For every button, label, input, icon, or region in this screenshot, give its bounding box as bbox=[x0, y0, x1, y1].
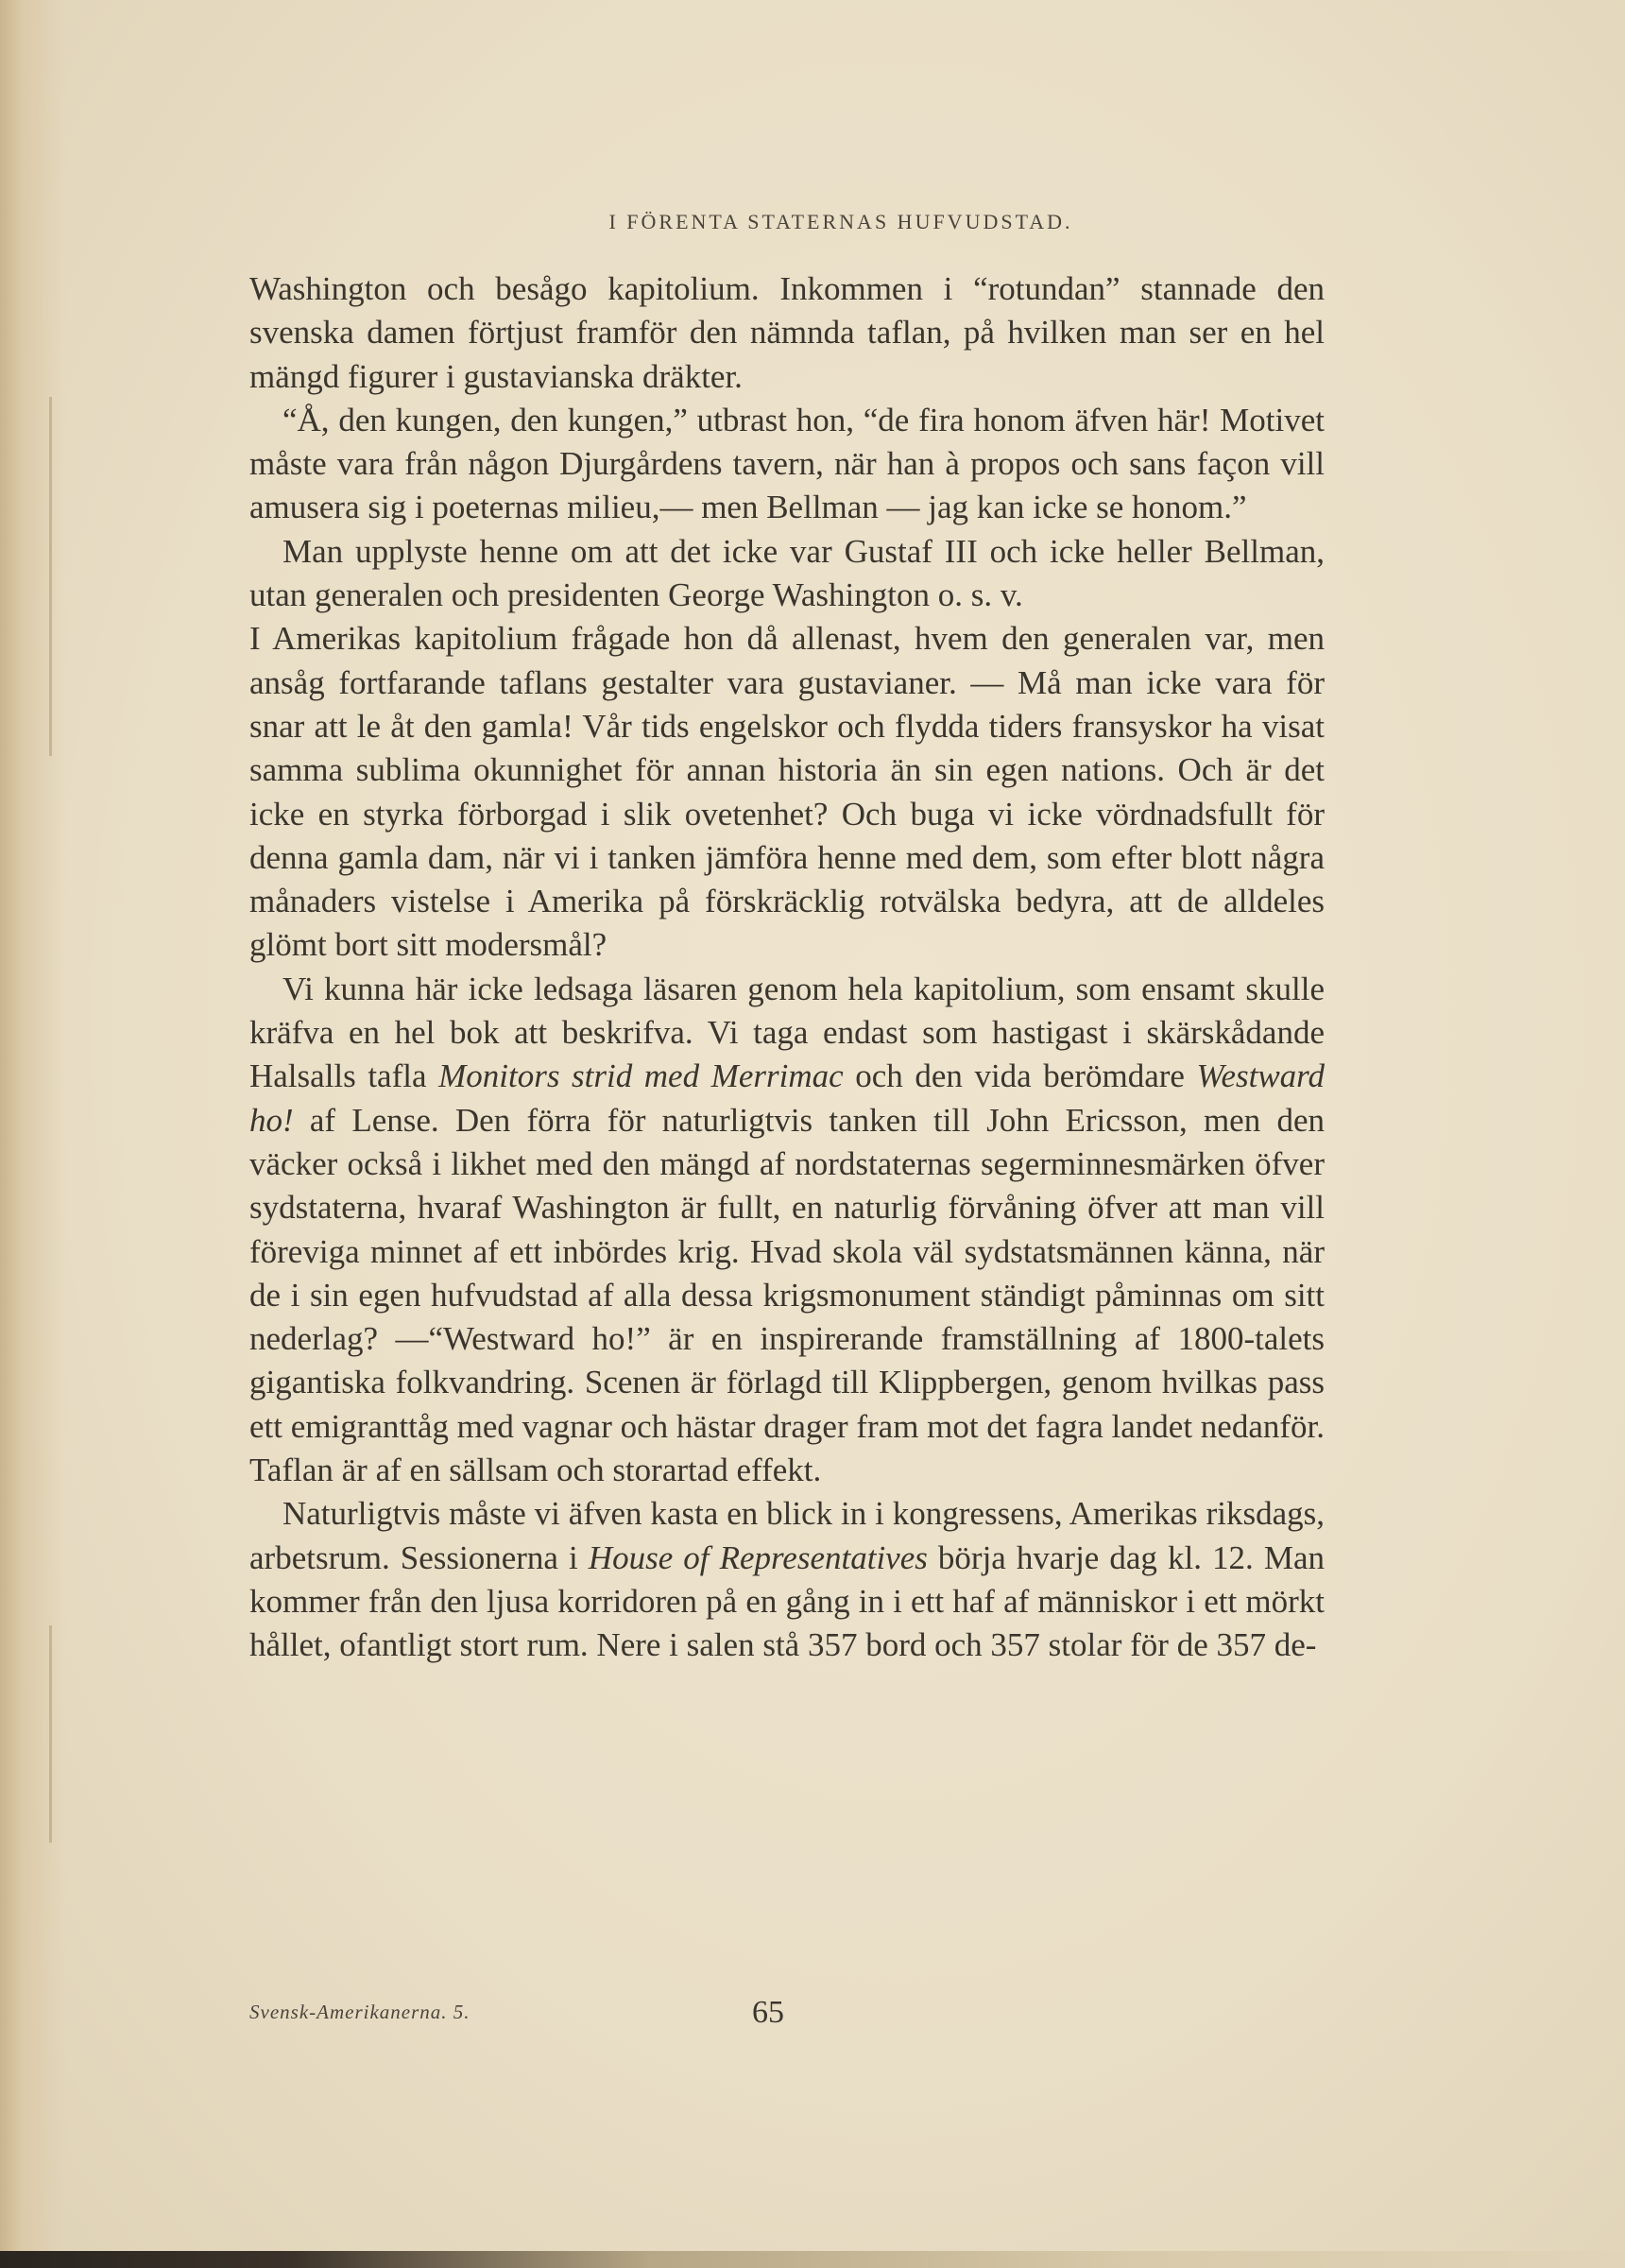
printer-signature: Svensk-Amerikanerna. 5. bbox=[249, 2001, 470, 2023]
page-gutter-shadow bbox=[0, 0, 66, 2268]
italic-title: Monitors strid med Merrimac bbox=[438, 1057, 844, 1095]
text-run: af Lense. Den förra för naturligtvis tanken till John Ericsson, men den väcker också i likhet med den mängd af nordstaternas segerminnesmärken öfver sydstaterna, hvaraf Washington är fullt, en naturlig förvåning öfver att man vill föreviga minnet af ett inbördes krig. Hvad skola väl sydstatsmännen känna, när de i sin egen hufvudstad af alla dessa krigsmonument ständigt påminnas om sitt nederlag? —“Westward ho!” är en inspirerande framställning af 1800-talets gigantiska folkvandring. Scenen är förlagd till Klippbergen, genom hvilkas pass ett emigranttåg med vagnar och hästar drager fram mot det fagra landet nedanför. Taflan är af en sällsam och storartad effekt. bbox=[249, 1101, 1325, 1489]
paragraph bbox=[249, 1492, 1325, 1667]
running-head: I FÖRENTA STATERNAS HUFVUDSTAD. bbox=[608, 210, 1073, 233]
paragraph bbox=[249, 968, 1325, 1493]
text-run: Vi kunna här icke ledsaga läsaren genom hela kapitolium, som ensamt skulle kräfva en hel bok att beskrifva. Vi taga endast som hastigast i skärskådande Halsalls tafla bbox=[249, 970, 1325, 1095]
italic-title: House of Representatives bbox=[588, 1538, 928, 1576]
paragraph: Man upplyste henne om att det icke var Gustaf III och icke heller Bellman, utan generalen och presidenten George Washington o. s. v. bbox=[249, 532, 1325, 614]
gutter-crease bbox=[49, 1625, 52, 1843]
page-bottom-edge bbox=[0, 2251, 1625, 2268]
page-footer bbox=[249, 1995, 1325, 2033]
italic-title: Westward ho! bbox=[249, 1057, 1325, 1139]
text-run: börja hvarje dag kl. 12. Man kommer från den ljusa korridoren på en gång in i ett haf af människor i ett mörkt hållet, ofantligt stort rum. Nere i salen stå 357 bord och 357 stolar för de 357 de- bbox=[249, 1538, 1325, 1664]
paragraph: I Amerikas kapitolium frågade hon då allenast, hvem den generalen var, men ansåg fortfarande taflans gestalter vara gustavianer. — Må man icke vara för snar att le åt den gamla! Vår tids engelskor och flydda tiders fransyskor ha visat samma sublima okunnighet för annan historia än sin egen nations. Och är det icke en styrka förborgad i slik ovetenhet? Och buga vi icke vördnadsfullt för denna gamla dam, när vi i tanken jämföra henne med dem, som efter blott några månaders vistelse i Amerika på förskräcklig rotvälska bedyra, att de alldeles glömt bort sitt modersmål? bbox=[249, 620, 1325, 964]
page-number: 65 bbox=[752, 1995, 784, 2030]
text-run: Naturligtvis måste vi äfven kasta en blick in i kongressens, Amerikas riksdags, arbetsrum. Sessionerna i bbox=[249, 1495, 1325, 1576]
body-text bbox=[249, 267, 1325, 1668]
paragraph: Washington och besågo kapitolium. Inkommen i “rotundan” stannade den svenska damen förtjust framför den nämnda taflan, på hvilken man ser en hel mängd figurer i gustavianska dräkter. bbox=[249, 270, 1325, 395]
paragraph: “Å, den kungen, den kungen,” utbrast hon, “de fira honom äfven här! Motivet måste vara från någon Djurgårdens tavern, när han à propos och sans façon vill amusera sig i poeternas milieu,— men Bellman — jag kan icke se honom.” bbox=[249, 401, 1325, 526]
text-run: och den vida berömdare bbox=[843, 1057, 1197, 1095]
gutter-crease bbox=[49, 397, 52, 756]
